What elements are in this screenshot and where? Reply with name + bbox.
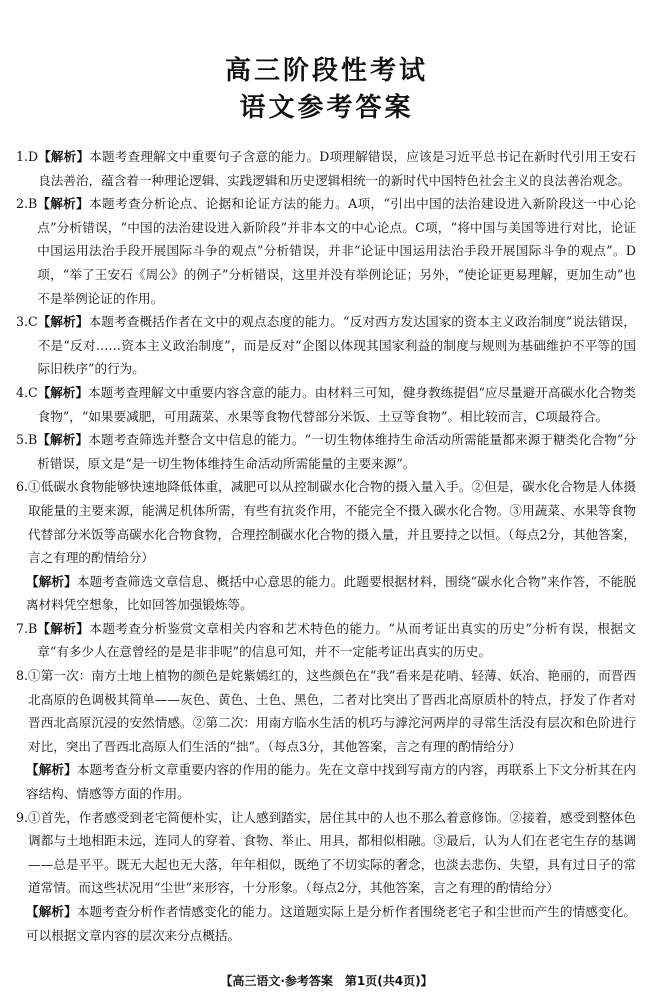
answer-body: 本题考查筛选文章信息、概括中心意思的能力。此题要根据材料，围绕“碳水化合物”来作答，不能脱离材料凭空想象，比如回答加强锻炼等。	[26, 573, 636, 613]
answer-number: 8.	[16, 668, 29, 684]
answer-item	[16, 664, 636, 758]
answer-text	[26, 758, 636, 805]
answer-text	[26, 570, 636, 617]
answer-text	[28, 664, 636, 758]
analysis-tag: 【解析】	[38, 149, 90, 164]
answer-item	[16, 192, 636, 310]
answer-item	[16, 428, 636, 475]
answer-text	[28, 806, 636, 900]
answer-list	[16, 145, 636, 947]
answer-text	[38, 381, 636, 428]
answer-text	[38, 310, 636, 381]
answer-body: ①低碳水食物能够快速地降低体重，减肥可以从控制碳水化合物的摄入量入手。②但是，碳水化合物是人体摄取能量的主要来源，能满足机体所需，有些有抗炎作用，不能完全不摄入碳水化合物。③用蔬菜、水果等食物代替部分米饭等高碳水化合物食物，合理控制碳水化合物的摄入量，并且要持之以恒。（每点2分，其他答案，言之有理的酌情给分）	[28, 479, 636, 566]
answer-number: 1.D	[16, 149, 39, 164]
answer-body: 本题考查分析作者情感变化的能力。这道题实际上是分析作者围绕老宅子和尘世而产生的情感变化。可以根据文章内容的层次来分点概括。	[26, 904, 637, 943]
page-title: 高三阶段性考试	[224, 56, 428, 86]
answer-number: 5.B	[16, 432, 38, 448]
analysis-tag: 【解析】	[26, 762, 77, 778]
answer-text	[28, 475, 636, 569]
answer-number: 2.B	[16, 196, 38, 212]
answer-text	[37, 192, 636, 310]
answer-item	[16, 310, 636, 381]
answer-text	[37, 428, 636, 475]
answer-item	[16, 381, 636, 428]
analysis-tag: 【解析】	[37, 432, 89, 448]
analysis-paragraph	[26, 570, 636, 617]
analysis-tag: 【解析】	[26, 573, 77, 589]
analysis-tag: 【解析】	[37, 620, 90, 636]
analysis-tag: 【解析】	[26, 904, 77, 919]
answer-item	[16, 145, 636, 192]
answer-body: ①第一次：南方土地上植物的颜色是姹紫嫣红的，这些颜色在“我”看来是花哨、轻薄、妖冶、艳丽的，而晋西北高原的色调极其简单——灰色、黄色、土色、黑色，二者对比突出了晋西北高原质朴的特点，抒发了作者对晋西北高原沉浸的安然情感。②第二次：用南方临水生活的机巧与滹沱河两岸的寻常生活没有层次和色阶进行对比，突出了晋西北高原人们生活的“拙”。（每点3分，其他答案，言之有理的酌情给分）	[28, 668, 636, 754]
analysis-paragraph	[26, 900, 636, 947]
answer-body: 本题考查概括作者在文中的观点态度的能力。“反对西方发达国家的资本主义政治制度”说法错误，不是“反对……资本主义政治制度”，而是反对“企图以体现其国家利益的制度与规则为基础维护不平等的国际旧秩序”的行为。	[37, 314, 636, 377]
answer-item	[16, 475, 636, 569]
analysis-tag: 【解析】	[37, 196, 90, 212]
answer-body: ①首先，作者感受到老宅简便朴实，让人感到踏实，居住其中的人也不那么着意修饰。②接着，感受到整体色调都与土地相距未远，连同人的穿着、食物、举止、用具，都相似相融。③最后，认为人们在老宅生存的基调——总是平平。既无大起也无大落，年年相似，既绝了不切实际的奢念，也淡去悲伤、失望，具有过日子的常道常情。而这些状况用“尘世”来形容，十分形象。（每点2分，其他答案，言之有理的酌情给分）	[28, 809, 636, 896]
answer-item	[16, 617, 636, 664]
answer-item	[16, 806, 636, 900]
answer-number: 9.	[16, 809, 29, 825]
analysis-tag: 【解析】	[37, 384, 89, 400]
answer-number: 4.C	[16, 384, 38, 400]
page-subtitle: 语文参考答案	[239, 93, 414, 123]
answer-body: 本题考查理解文中重要句子含意的能力。D项理解错误，应该是习近平总书记在新时代引用王安石良法善治，蕴含着一种理论逻辑、实践逻辑和历史逻辑相统一的新时代中国特色社会主义的良法善治观念。	[38, 149, 637, 188]
analysis-tag: 【解析】	[37, 314, 89, 330]
answer-text	[37, 617, 636, 664]
page-footer: 【高三语文·参考答案 第1页(共4页)】	[220, 974, 433, 988]
answer-body: 本题考查筛选并整合文中信息的能力。“一切生物体维持生命活动所需能量都来源于糖类化合物”分析错误，原文是“是一切生物体维持生命活动所需能量的主要来源”。	[37, 432, 636, 471]
answer-number: 7.B	[16, 620, 38, 636]
analysis-paragraph	[26, 758, 636, 805]
answer-number: 3.C	[16, 314, 38, 330]
answer-body: 本题考查分析鉴赏文章相关内容和艺术特色的能力。“从而考证出真实的历史”分析有误，根据文章“有多少人在意曾经的是是非非呢”的信息可知，并不一定能考证出真实的历史。	[37, 620, 636, 660]
answer-text	[38, 145, 636, 192]
answer-text	[26, 900, 636, 947]
answer-body: 本题考查理解文中重要内容含意的能力。由材料三可知，健身教练提倡“应尽量避开高碳水化合物类食物”，“如果要减肥，可用蔬菜、水果等食物代替部分米饭、土豆等食物”。相比较而言，C项最符合。	[37, 384, 637, 424]
answer-body: 本题考查分析文章重要内容的作用的能力。先在文章中找到写南方的内容，再联系上下文分析其在内容结构、情感等方面的作用。	[26, 762, 637, 802]
answer-body: 本题考查分析论点、论据和论证方法的能力。A项，“引出中国的法治建设进入新阶段这一中心论点”分析错误，“中国的法治建设进入新阶段”并非本文的中心论点。C项，“将中国与美国等进行对比，论证中国运用法治手段开展国际斗争的观点”分析错误，并非“论证中国运用法治手段开展国际斗争的观点”。D项，“举了王安石《周公》的例子”分析错误，这里并没有举例论证；另外，“使论证更易理解，更加生动”也不是举例论证的作用。	[37, 196, 636, 306]
answer-number: 6.	[16, 479, 29, 495]
